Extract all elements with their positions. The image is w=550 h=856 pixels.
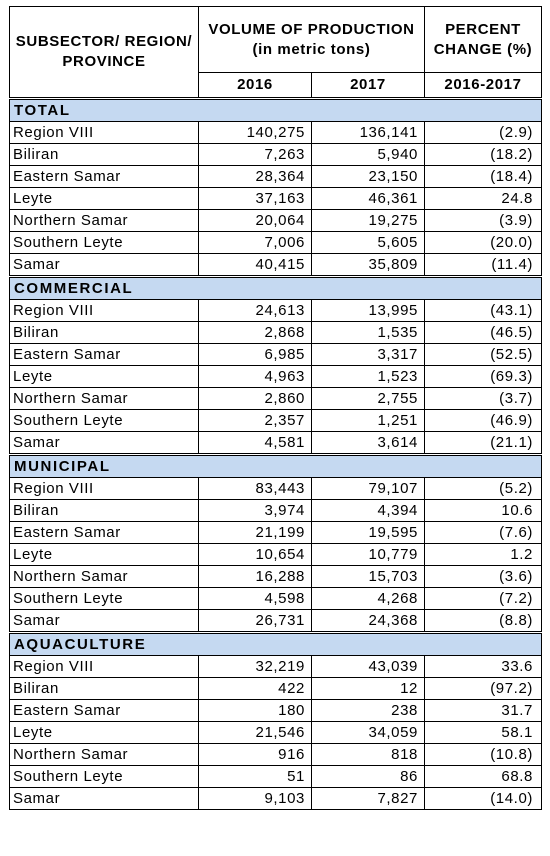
row-label: Region VIII: [10, 478, 199, 500]
table-row: [10, 566, 542, 588]
value-2017: 1,523: [312, 366, 425, 388]
value-2016: 26,731: [199, 610, 312, 633]
row-label: Region VIII: [10, 656, 199, 678]
percent-change: (18.2): [425, 144, 542, 166]
value-2016: 2,860: [199, 388, 312, 410]
value-2017: 5,940: [312, 144, 425, 166]
percent-change: 58.1: [425, 722, 542, 744]
value-2016: 16,288: [199, 566, 312, 588]
percent-change: 1.2: [425, 544, 542, 566]
value-2016: 32,219: [199, 656, 312, 678]
row-label: Southern Leyte: [10, 588, 199, 610]
percent-change: 24.8: [425, 188, 542, 210]
value-2016: 2,868: [199, 322, 312, 344]
value-2017: 13,995: [312, 300, 425, 322]
section-label: TOTAL: [10, 99, 542, 122]
section-label: COMMERCIAL: [10, 277, 542, 300]
table-row: [10, 366, 542, 388]
row-label: Eastern Samar: [10, 344, 199, 366]
value-2017: 19,595: [312, 522, 425, 544]
percent-change: (7.2): [425, 588, 542, 610]
value-2017: 12: [312, 678, 425, 700]
row-label: Northern Samar: [10, 566, 199, 588]
value-2016: 21,546: [199, 722, 312, 744]
value-2017: 818: [312, 744, 425, 766]
value-2017: 4,268: [312, 588, 425, 610]
table-row: [10, 788, 542, 810]
table-row: [10, 122, 542, 144]
table-row: [10, 722, 542, 744]
value-2016: 7,006: [199, 232, 312, 254]
percent-change: (20.0): [425, 232, 542, 254]
value-2017: 10,779: [312, 544, 425, 566]
value-2017: 3,317: [312, 344, 425, 366]
value-2016: 180: [199, 700, 312, 722]
table-row: [10, 656, 542, 678]
value-2016: 10,654: [199, 544, 312, 566]
row-label: Region VIII: [10, 300, 199, 322]
value-2017: 35,809: [312, 254, 425, 277]
value-2017: 136,141: [312, 122, 425, 144]
value-2017: 1,535: [312, 322, 425, 344]
table-row: [10, 544, 542, 566]
row-label: Biliran: [10, 678, 199, 700]
section-label: AQUACULTURE: [10, 633, 542, 656]
percent-change: (11.4): [425, 254, 542, 277]
table-row: [10, 144, 542, 166]
table-row: [10, 166, 542, 188]
percent-change: (7.6): [425, 522, 542, 544]
percent-change: (46.5): [425, 322, 542, 344]
percent-change: (43.1): [425, 300, 542, 322]
table-row: [10, 344, 542, 366]
percent-change: (18.4): [425, 166, 542, 188]
row-label: Samar: [10, 788, 199, 810]
table-row: [10, 188, 542, 210]
table-row: [10, 432, 542, 455]
table-row: [10, 410, 542, 432]
section-label: MUNICIPAL: [10, 455, 542, 478]
value-2017: 46,361: [312, 188, 425, 210]
table-row: [10, 210, 542, 232]
value-2017: 24,368: [312, 610, 425, 633]
value-2017: 238: [312, 700, 425, 722]
value-2017: 1,251: [312, 410, 425, 432]
row-label: Leyte: [10, 366, 199, 388]
row-label: Samar: [10, 254, 199, 277]
value-2017: 34,059: [312, 722, 425, 744]
row-label: Biliran: [10, 500, 199, 522]
row-label: Biliran: [10, 144, 199, 166]
row-label: Leyte: [10, 188, 199, 210]
value-2017: 86: [312, 766, 425, 788]
table-row: [10, 588, 542, 610]
row-label: Biliran: [10, 322, 199, 344]
percent-change: (10.8): [425, 744, 542, 766]
value-2017: 7,827: [312, 788, 425, 810]
percent-change: 31.7: [425, 700, 542, 722]
percent-change: (14.0): [425, 788, 542, 810]
row-label: Samar: [10, 610, 199, 633]
value-2016: 9,103: [199, 788, 312, 810]
section-row-commercial: [10, 277, 542, 300]
percent-change: 68.8: [425, 766, 542, 788]
production-table: [9, 6, 542, 810]
percent-change: (2.9): [425, 122, 542, 144]
table-row: [10, 300, 542, 322]
percent-change: (3.9): [425, 210, 542, 232]
value-2016: 3,974: [199, 500, 312, 522]
section-row-total: [10, 99, 542, 122]
table-row: [10, 232, 542, 254]
table-row: [10, 744, 542, 766]
header-year-2017: 2017: [312, 73, 425, 99]
table-row: [10, 322, 542, 344]
value-2017: 3,614: [312, 432, 425, 455]
row-label: Northern Samar: [10, 744, 199, 766]
table-row: [10, 678, 542, 700]
value-2016: 28,364: [199, 166, 312, 188]
percent-change: 33.6: [425, 656, 542, 678]
value-2016: 4,963: [199, 366, 312, 388]
row-label: Northern Samar: [10, 388, 199, 410]
row-label: Southern Leyte: [10, 410, 199, 432]
percent-change: (46.9): [425, 410, 542, 432]
percent-change: (3.7): [425, 388, 542, 410]
value-2016: 2,357: [199, 410, 312, 432]
section-row-municipal: [10, 455, 542, 478]
value-2016: 20,064: [199, 210, 312, 232]
header-subsector: SUBSECTOR/ REGION/ PROVINCE: [10, 7, 199, 99]
value-2017: 23,150: [312, 166, 425, 188]
value-2016: 4,598: [199, 588, 312, 610]
value-2016: 6,985: [199, 344, 312, 366]
table-row: [10, 700, 542, 722]
section-row-aquaculture: [10, 633, 542, 656]
value-2016: 916: [199, 744, 312, 766]
percent-change: (5.2): [425, 478, 542, 500]
percent-change: (69.3): [425, 366, 542, 388]
value-2016: 24,613: [199, 300, 312, 322]
value-2016: 21,199: [199, 522, 312, 544]
percent-change: (21.1): [425, 432, 542, 455]
value-2017: 79,107: [312, 478, 425, 500]
row-label: Eastern Samar: [10, 700, 199, 722]
value-2017: 2,755: [312, 388, 425, 410]
value-2016: 40,415: [199, 254, 312, 277]
header-volume: VOLUME OF PRODUCTION (in metric tons): [199, 7, 425, 73]
percent-change: (97.2): [425, 678, 542, 700]
value-2017: 43,039: [312, 656, 425, 678]
row-label: Samar: [10, 432, 199, 455]
table-row: [10, 500, 542, 522]
table-row: [10, 254, 542, 277]
percent-change: (3.6): [425, 566, 542, 588]
row-label: Leyte: [10, 544, 199, 566]
percent-change: (8.8): [425, 610, 542, 633]
row-label: Eastern Samar: [10, 166, 199, 188]
value-2016: 37,163: [199, 188, 312, 210]
row-label: Eastern Samar: [10, 522, 199, 544]
value-2016: 422: [199, 678, 312, 700]
table-row: [10, 610, 542, 633]
value-2017: 4,394: [312, 500, 425, 522]
row-label: Southern Leyte: [10, 766, 199, 788]
header-year-2016: 2016: [199, 73, 312, 99]
value-2016: 7,263: [199, 144, 312, 166]
table-row: [10, 766, 542, 788]
table-row: [10, 388, 542, 410]
value-2016: 4,581: [199, 432, 312, 455]
row-label: Southern Leyte: [10, 232, 199, 254]
header-percent-change: PERCENT CHANGE (%): [425, 7, 542, 73]
header-period: 2016-2017: [425, 73, 542, 99]
value-2017: 5,605: [312, 232, 425, 254]
row-label: Leyte: [10, 722, 199, 744]
production-table-container: [9, 6, 541, 810]
value-2016: 51: [199, 766, 312, 788]
row-label: Northern Samar: [10, 210, 199, 232]
percent-change: (52.5): [425, 344, 542, 366]
value-2016: 140,275: [199, 122, 312, 144]
value-2017: 19,275: [312, 210, 425, 232]
percent-change: 10.6: [425, 500, 542, 522]
table-row: [10, 478, 542, 500]
table-row: [10, 522, 542, 544]
row-label: Region VIII: [10, 122, 199, 144]
value-2016: 83,443: [199, 478, 312, 500]
value-2017: 15,703: [312, 566, 425, 588]
table-body: [10, 99, 542, 810]
